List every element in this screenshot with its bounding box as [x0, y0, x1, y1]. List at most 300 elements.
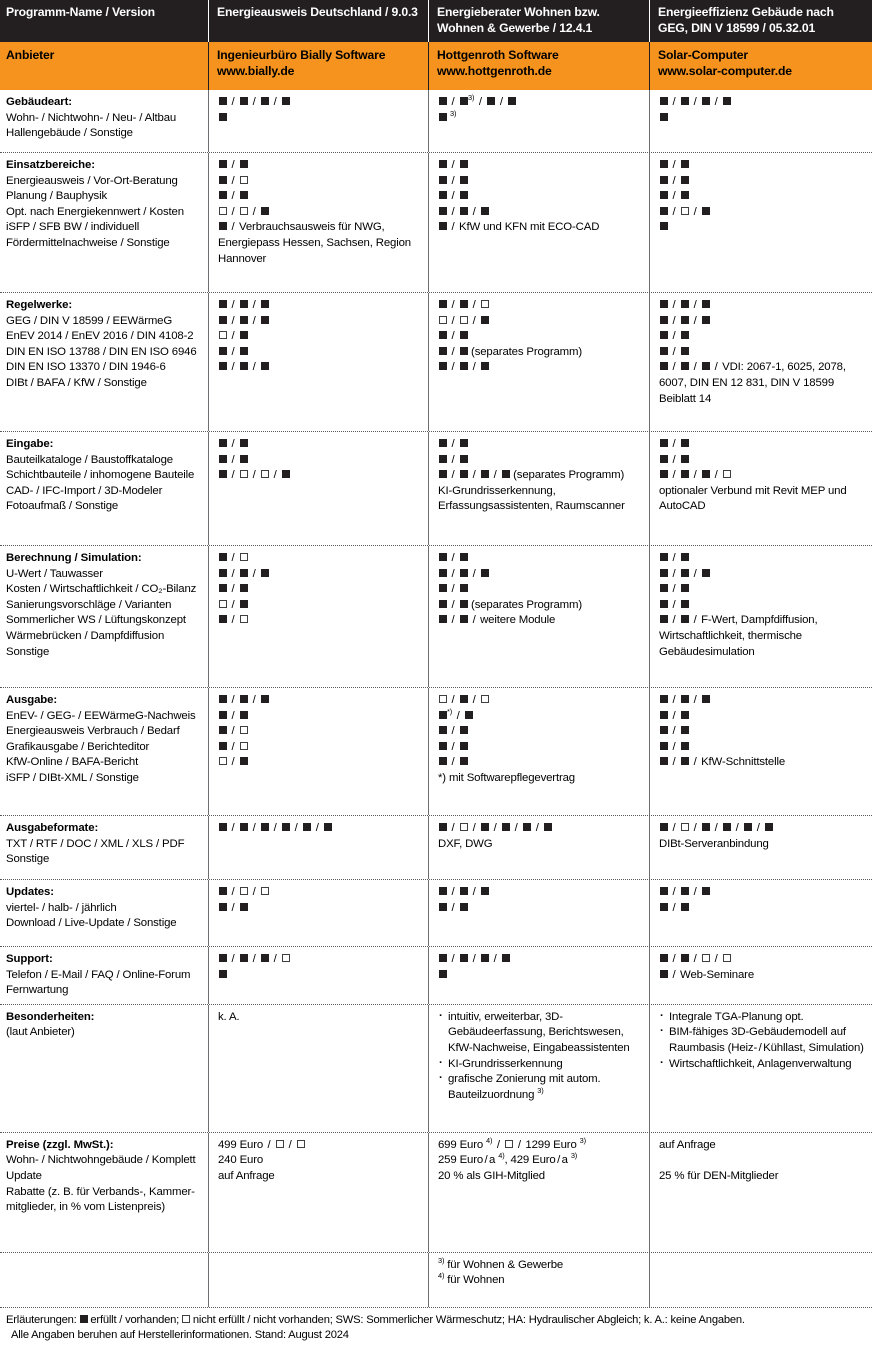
empty-square-icon — [276, 1140, 284, 1148]
filled-square-icon — [261, 316, 269, 324]
filled-square-icon — [765, 823, 773, 831]
cell-product-3 — [649, 546, 872, 687]
filled-square-icon — [439, 176, 447, 184]
cell-value: / / — [659, 205, 866, 221]
cell-value: / / — [438, 885, 643, 901]
filled-square-icon — [681, 903, 689, 911]
filled-square-icon — [681, 455, 689, 463]
cell-product-2 — [428, 688, 649, 815]
cell-value: / / — [218, 314, 422, 330]
row-label: DIBt / BAFA / KfW / Sonstige — [6, 376, 147, 389]
empty-square-icon — [240, 470, 248, 478]
filled-square-icon — [660, 222, 668, 230]
cell-value: / Verbrauchsausweis für NWG, Energiepass Hessen, Sachsen, Region Hannover — [218, 221, 411, 265]
filled-square-icon — [460, 97, 468, 105]
cell-value: optionaler Verbund mit Revit MEP und AutoCAD — [659, 484, 847, 513]
cell-product-1 — [208, 546, 428, 687]
filled-square-icon — [660, 331, 668, 339]
section-title: Regelwerke: — [6, 299, 73, 311]
filled-square-icon — [219, 470, 227, 478]
section-title: Besonderheiten: — [6, 1010, 95, 1023]
filled-square-icon — [460, 695, 468, 703]
filled-square-icon — [439, 347, 447, 355]
vendor-1-name: Ingenieurbüro Bially Software — [217, 48, 386, 62]
vendor-header-row — [0, 42, 872, 90]
cell-value: / / / — [659, 952, 866, 968]
filled-square-icon — [460, 903, 468, 911]
filled-square-icon — [219, 300, 227, 308]
filled-square-icon — [460, 887, 468, 895]
filled-square-icon — [282, 97, 290, 105]
row-label: Download / Live-Update / Sonstige — [6, 917, 177, 930]
cell-value: / — [659, 709, 866, 725]
empty-square-icon — [219, 600, 227, 608]
row-label: Wärmebrücken / Dampfdiffusion — [6, 629, 165, 642]
vendor-1-url[interactable]: www.bially.de — [217, 63, 295, 78]
filled-square-icon — [460, 470, 468, 478]
cell-value: / — [438, 174, 643, 190]
legend-filled-text: erfüllt / vorhanden; — [87, 1313, 182, 1326]
filled-square-icon — [702, 695, 710, 703]
filled-square-icon — [660, 160, 668, 168]
row-label: GEG / DIN V 18599 / EEWärmeG — [6, 314, 173, 327]
filled-square-icon — [681, 600, 689, 608]
cell-spacer — [218, 837, 422, 853]
filled-square-icon — [324, 823, 332, 831]
row-label: Rabatte (z. B. für Verbands-, Kammer- — [6, 1185, 195, 1198]
cell-value: / — [438, 740, 643, 756]
filled-square-icon — [240, 903, 248, 911]
cell-value: 699 Euro $^{4)}$ / / 1299 Euro $^{3)}$ — [438, 1135, 586, 1151]
filled-square-icon — [702, 97, 710, 105]
cell-value: $^{3)}$ für Wohnen & Gewerbe — [438, 1255, 564, 1271]
row-label: Planung / Bauphysik — [6, 190, 108, 203]
filled-square-icon — [660, 695, 668, 703]
filled-square-icon — [240, 695, 248, 703]
empty-square-icon — [240, 176, 248, 184]
filled-square-icon — [240, 600, 248, 608]
cell-value: / / F-Wert, Dampfdiffusion, Wirtschaftlichkeit, thermische Gebäudesimulation — [659, 614, 818, 658]
filled-square-icon — [681, 695, 689, 703]
section-ausgabe — [0, 687, 872, 815]
filled-square-icon — [240, 823, 248, 831]
row-label: iSFP / SFB BW / individuell — [6, 221, 140, 234]
filled-square-icon — [460, 553, 468, 561]
section-title: Updates: — [6, 886, 54, 898]
cell-value: / (separates Programm) — [438, 598, 643, 614]
cell-product-1 — [208, 90, 428, 152]
row-label: Fernwartung — [6, 984, 69, 997]
cell-product-2 — [428, 880, 649, 946]
filled-square-icon — [460, 331, 468, 339]
filled-square-icon — [660, 191, 668, 199]
row-label: Opt. nach Energiekennwert / Kosten — [6, 205, 184, 218]
row-label: Sommerlicher WS / Lüftungskonzept — [6, 614, 186, 627]
section-regelwerke — [0, 292, 872, 431]
cell-value: / — [218, 724, 422, 740]
cell-value: / / — [218, 360, 422, 376]
cell-value: / Web-Seminare — [659, 968, 866, 984]
filled-square-icon — [439, 742, 447, 750]
filled-square-icon — [660, 726, 668, 734]
filled-square-icon — [523, 823, 531, 831]
empty-square-icon — [261, 470, 269, 478]
filled-square-icon — [460, 742, 468, 750]
filled-square-icon — [660, 757, 668, 765]
cell-spacer — [438, 629, 643, 645]
cell-value: / / / — [218, 952, 422, 968]
empty-square-icon — [702, 954, 710, 962]
section-gebäudeart — [0, 90, 872, 152]
filled-square-icon — [439, 553, 447, 561]
row-label: EnEV 2014 / EnEV 2016 / DIN 4108-2 — [6, 330, 194, 343]
cell-value: / — [438, 582, 643, 598]
section-besonderheiten — [0, 1004, 872, 1132]
cell-value: / / — [438, 314, 643, 330]
cell-value: / — [659, 158, 866, 174]
cell-value: / — [659, 582, 866, 598]
vendor-3-name: Solar-Computer — [658, 48, 748, 62]
cell-product-3 — [649, 1253, 872, 1307]
row-label: KfW-Online / BAFA-Bericht — [6, 756, 139, 769]
cell-value: / / — [218, 885, 422, 901]
filled-square-icon — [219, 726, 227, 734]
cell-value: / / — [218, 205, 422, 221]
cell-value: KI-Grundrisserkennung, Erfassungsassistenten, Raumscanner — [438, 484, 625, 513]
filled-square-icon — [439, 903, 447, 911]
cell-value: / — [218, 598, 422, 614]
section-title: Ausgabeformate: — [6, 822, 99, 834]
filled-square-icon — [219, 887, 227, 895]
filled-square-icon — [240, 160, 248, 168]
header-col-anbieter: Anbieter — [6, 48, 55, 62]
cell-value: 240 Euro — [218, 1154, 264, 1167]
filled-square-icon — [660, 347, 668, 355]
cell-value: / / — [659, 567, 866, 583]
filled-square-icon — [219, 569, 227, 577]
empty-square-icon — [240, 553, 248, 561]
cell-value: / / / — [659, 95, 866, 111]
filled-square-icon — [460, 207, 468, 215]
cell-value: / / / (separates Programm) — [438, 468, 643, 484]
cell-product-2 — [428, 1133, 649, 1252]
filled-square-icon — [261, 97, 269, 105]
cell-value: / — [218, 740, 422, 756]
vendor-2-url[interactable]: www.hottgenroth.de — [437, 63, 552, 78]
filled-square-icon — [481, 362, 489, 370]
cell-value: / — [659, 329, 866, 345]
filled-square-icon — [240, 584, 248, 592]
filled-square-icon — [439, 887, 447, 895]
cell-value: / / — [218, 567, 422, 583]
cell-value: / — [218, 582, 422, 598]
empty-square-icon — [460, 823, 468, 831]
filled-square-icon — [219, 615, 227, 623]
filled-square-icon — [681, 569, 689, 577]
filled-square-icon — [439, 331, 447, 339]
filled-square-icon — [508, 97, 516, 105]
filled-square-icon — [219, 553, 227, 561]
row-label: Update — [6, 1169, 42, 1182]
filled-square-icon — [439, 160, 447, 168]
filled-square-icon — [660, 954, 668, 962]
filled-square-icon — [460, 160, 468, 168]
cell-value: / — [659, 901, 866, 917]
filled-square-icon — [702, 316, 710, 324]
filled-square-icon — [282, 823, 290, 831]
cell-product-3 — [649, 432, 872, 545]
filled-square-icon — [660, 584, 668, 592]
cell-value: auf Anfrage — [218, 1169, 275, 1182]
filled-square-icon — [439, 757, 447, 765]
cell-value: / — [659, 453, 866, 469]
filled-square-icon — [219, 695, 227, 703]
footnote-marker: 3) — [438, 1255, 445, 1265]
footnote-marker: 3) — [468, 93, 475, 103]
section-ausgabeformate — [0, 815, 872, 879]
filled-square-icon — [481, 954, 489, 962]
filled-square-icon — [702, 362, 710, 370]
cell-value: / — [659, 189, 866, 205]
cell-product-2 — [428, 293, 649, 431]
filled-square-icon — [681, 191, 689, 199]
row-label: (laut Anbieter) — [6, 1026, 75, 1039]
cell-product-1 — [208, 816, 428, 879]
filled-square-icon — [660, 207, 668, 215]
section-labels — [0, 816, 208, 879]
vendor-3 — [649, 42, 872, 90]
row-label: Grafikausgabe / Berichteditor — [6, 740, 150, 753]
filled-square-icon — [219, 362, 227, 370]
cell-value: / — [218, 901, 422, 917]
header-col-product-1: Energieausweis Deutschland / 9.0.3 — [208, 0, 428, 42]
filled-square-icon — [439, 222, 447, 230]
vendor-1 — [208, 42, 428, 90]
cell-value: / (separates Programm) — [438, 345, 643, 361]
section-title: Berechnung / Simulation: — [6, 552, 142, 564]
cell-value: / / — [218, 693, 422, 709]
filled-square-icon — [261, 954, 269, 962]
cell-value: / / KfW-Schnittstelle — [659, 755, 866, 771]
cell-value: / — [438, 158, 643, 174]
cell-value — [438, 968, 643, 984]
empty-square-icon — [723, 954, 731, 962]
cell-value: 499 Euro / / — [218, 1138, 422, 1154]
row-label: Sanierungsvorschläge / Varianten — [6, 598, 172, 611]
cell-value: / — [218, 551, 422, 567]
cell-product-3 — [649, 880, 872, 946]
row-label: DIN EN ISO 13788 / DIN EN ISO 6946 — [6, 345, 197, 358]
row-label: Wohn- / Nichtwohngebäude / Komplett — [6, 1154, 196, 1167]
section-labels — [0, 293, 208, 431]
header-col-product-3: Energieeffizienz Gebäude nach GEG, DIN V 18599 / 05.32.01 — [649, 0, 872, 42]
filled-square-icon — [681, 711, 689, 719]
cell-value: / $^{3)}$ / / — [438, 95, 643, 111]
filled-square-icon — [681, 887, 689, 895]
section-labels — [0, 880, 208, 946]
cell-value: / — [438, 724, 643, 740]
filled-square-icon — [219, 584, 227, 592]
cell-value: / / — [438, 298, 643, 314]
filled-square-icon — [439, 823, 447, 831]
filled-square-icon — [460, 300, 468, 308]
empty-square-icon — [723, 470, 731, 478]
filled-square-icon — [681, 615, 689, 623]
filled-square-icon — [681, 954, 689, 962]
filled-square-icon — [544, 823, 552, 831]
footnote-marker: 3) — [450, 108, 457, 118]
filled-square-icon — [439, 726, 447, 734]
section-title: Support: — [6, 953, 53, 965]
row-label: Fotoaufmaß / Sonstige — [6, 500, 119, 513]
empty-square-icon — [219, 331, 227, 339]
filled-square-icon — [702, 569, 710, 577]
filled-square-icon — [465, 711, 473, 719]
filled-square-icon — [460, 176, 468, 184]
filled-square-icon — [660, 569, 668, 577]
filled-square-icon — [219, 742, 227, 750]
cell-value — [218, 968, 422, 984]
row-label: Energieausweis Verbrauch / Bedarf — [6, 725, 180, 738]
filled-square-icon — [481, 569, 489, 577]
filled-square-icon — [261, 695, 269, 703]
filled-square-icon — [460, 439, 468, 447]
cell-value: / / / / / — [659, 821, 866, 837]
filled-square-icon — [502, 954, 510, 962]
cell-value: *) mit Softwarepflegevertrag — [438, 771, 575, 784]
cell-value: / — [218, 158, 422, 174]
row-label: Energieausweis / Vor-Ort-Beratung — [6, 174, 178, 187]
cell-value: / — [218, 755, 422, 771]
filled-square-icon — [681, 97, 689, 105]
row-label: iSFP / DIBt-XML / Sonstige — [6, 771, 139, 784]
cell-product-1 — [208, 1005, 428, 1132]
footnote-marker: 3) — [537, 1085, 544, 1095]
row-label: Schichtbauteile / inhomogene Bauteile — [6, 469, 195, 482]
cell-value: DIBt-Serveranbindung — [659, 837, 769, 850]
cell-value: / — [438, 755, 643, 771]
section-preise-zzgl-mwst — [0, 1132, 872, 1252]
cell-product-2 — [428, 90, 649, 152]
filled-square-icon — [240, 455, 248, 463]
cell-product-3 — [649, 90, 872, 152]
cell-product-3 — [649, 153, 872, 292]
cell-value: / / — [438, 693, 643, 709]
filled-square-icon — [219, 439, 227, 447]
row-label: CAD- / IFC-Import / 3D-Modeler — [6, 484, 163, 497]
filled-square-icon — [723, 97, 731, 105]
section-title: Eingabe: — [6, 438, 54, 450]
filled-square-icon — [502, 823, 510, 831]
cell-product-1 — [208, 1133, 428, 1252]
cell-value: 20 % als GIH-Mitglied — [438, 1169, 545, 1182]
cell-value: / — [659, 345, 866, 361]
cell-value: / / — [218, 298, 422, 314]
cell-spacer — [218, 629, 422, 645]
table-body — [0, 90, 872, 1307]
filled-square-icon — [681, 316, 689, 324]
filled-square-icon — [219, 970, 227, 978]
cell-value: / — [438, 551, 643, 567]
cell-product-1 — [208, 432, 428, 545]
filled-square-icon — [660, 615, 668, 623]
cell-value: $^{4)}$ für Wohnen — [438, 1271, 505, 1287]
filled-square-icon — [439, 569, 447, 577]
cell-value: / / / VDI: 2067-1, 6025, 2078, 6007, DIN EN 12 831, DIN V 18599 Beiblatt 14 — [659, 361, 846, 405]
filled-square-icon — [681, 160, 689, 168]
cell-value: / / / — [218, 95, 422, 111]
filled-square-icon — [660, 316, 668, 324]
cell-product-3 — [649, 293, 872, 431]
cell-value: / — [659, 551, 866, 567]
empty-square-icon — [240, 742, 248, 750]
filled-square-icon — [219, 97, 227, 105]
cell-value: / — [218, 345, 422, 361]
row-label: EnEV- / GEG- / EEWärmeG-Nachweis — [6, 709, 196, 722]
cell-value: / / / / / — [438, 821, 643, 837]
cell-value: / — [438, 329, 643, 345]
filled-square-icon — [261, 300, 269, 308]
filled-square-icon — [481, 316, 489, 324]
vendor-3-url[interactable]: www.solar-computer.de — [658, 63, 792, 78]
cell-value — [659, 220, 866, 236]
row-label: Wohn- / Nichtwohn- / Neu- / Altbau — [6, 111, 177, 124]
filled-square-icon — [660, 823, 668, 831]
cell-product-2 — [428, 432, 649, 545]
cell-spacer — [659, 660, 866, 676]
cell-value: / — [659, 437, 866, 453]
filled-square-icon — [681, 347, 689, 355]
list-item: · BIM-fähiges 3D-Gebäudemodell auf Raumbasis (Heiz- / Kühllast, Simulation) — [659, 1025, 866, 1056]
cell-value: / — [659, 724, 866, 740]
cell-product-3 — [649, 688, 872, 815]
section-labels — [0, 688, 208, 815]
filled-square-icon — [660, 439, 668, 447]
cell-value — [218, 111, 422, 127]
cell-value — [659, 111, 866, 127]
row-label: mitglieder, in % vom Listenpreis) — [6, 1201, 166, 1214]
cell-spacer — [218, 484, 422, 500]
cell-value: / — [218, 174, 422, 190]
filled-square-icon — [481, 823, 489, 831]
empty-square-icon — [182, 1315, 190, 1323]
cell-value: / / — [659, 298, 866, 314]
cell-value: / / — [659, 885, 866, 901]
filled-square-icon — [702, 823, 710, 831]
cell-product-3 — [649, 1133, 872, 1252]
footnote-marker: 4) — [486, 1135, 493, 1145]
filled-square-icon — [660, 97, 668, 105]
filled-square-icon — [240, 97, 248, 105]
cell-value: / / / — [218, 468, 422, 484]
filled-square-icon — [744, 823, 752, 831]
filled-square-icon — [460, 569, 468, 577]
section-labels — [0, 1005, 208, 1132]
cell-product-1 — [208, 1253, 428, 1307]
filled-square-icon — [219, 222, 227, 230]
filled-square-icon — [261, 362, 269, 370]
filled-square-icon — [439, 470, 447, 478]
empty-square-icon — [240, 207, 248, 215]
filled-square-icon — [439, 600, 447, 608]
filled-square-icon — [240, 362, 248, 370]
filled-square-icon — [80, 1315, 88, 1323]
cell-value: 25 % für DEN-Mitglieder — [659, 1169, 779, 1182]
list-item: · intuitiv, erweiterbar, 3D-Gebäudeerfassung, Berichtswesen, KfW-Nachweise, Eingabeassistenten — [438, 1010, 643, 1057]
filled-square-icon — [487, 97, 495, 105]
cell-value: / / — [438, 360, 643, 376]
row-label: DIN EN ISO 13370 / DIN 1946-6 — [6, 361, 166, 374]
